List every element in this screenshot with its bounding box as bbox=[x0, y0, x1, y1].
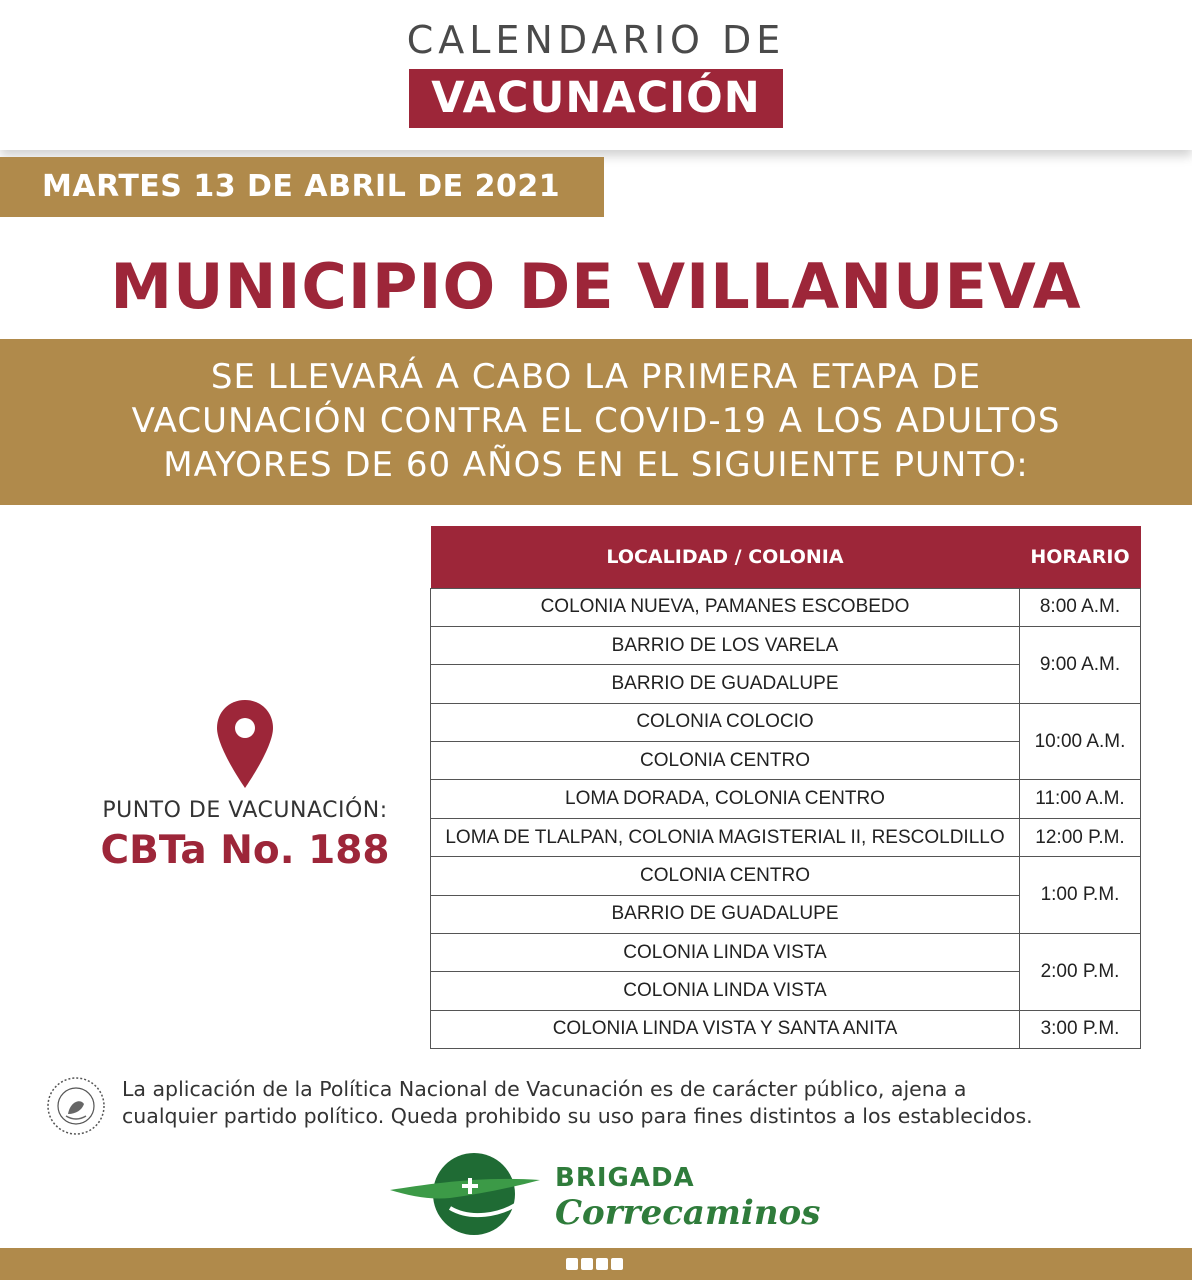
vaccination-title-box: VACUNACIÓN bbox=[409, 69, 783, 128]
roadrunner-emblem-icon bbox=[390, 1150, 550, 1236]
localidad-cell: BARRIO DE LOS VARELA bbox=[431, 626, 1020, 664]
horario-cell: 12:00 P.M. bbox=[1020, 818, 1141, 856]
disclaimer-line: cualquier partido político. Queda prohibido su uso para fines distintos a los establecidos. bbox=[122, 1104, 1033, 1128]
intro-line: MAYORES DE 60 AÑOS EN EL SIGUIENTE PUNTO: bbox=[163, 445, 1029, 485]
date-banner: MARTES 13 DE ABRIL DE 2021 bbox=[0, 157, 604, 217]
calendar-title: CALENDARIO DE bbox=[406, 18, 786, 62]
twitter-icon[interactable] bbox=[581, 1258, 593, 1270]
localidad-cell: COLONIA CENTRO bbox=[431, 857, 1020, 895]
logo-correcaminos-text: Correcaminos bbox=[555, 1193, 821, 1233]
youtube-icon[interactable] bbox=[611, 1258, 623, 1270]
horario-cell: 10:00 A.M. bbox=[1020, 703, 1141, 780]
localidad-cell: LOMA DORADA, COLONIA CENTRO bbox=[431, 780, 1020, 818]
horario-cell: 1:00 P.M. bbox=[1020, 857, 1141, 934]
facebook-icon[interactable] bbox=[566, 1258, 578, 1270]
table-header-row bbox=[431, 526, 1141, 588]
intro-line: SE LLEVARÁ A CABO LA PRIMERA ETAPA DE bbox=[210, 357, 982, 397]
horario-cell: 9:00 A.M. bbox=[1020, 626, 1141, 703]
social-icons bbox=[566, 1258, 623, 1270]
table-row bbox=[431, 818, 1141, 856]
localidad-cell: COLONIA LINDA VISTA Y SANTA ANITA bbox=[431, 1010, 1020, 1048]
disclaimer-text bbox=[122, 1076, 1162, 1130]
vaccination-point-name: CBTa No. 188 bbox=[100, 828, 390, 873]
column-header-horario: HORARIO bbox=[1020, 526, 1141, 588]
intro-banner bbox=[0, 339, 1192, 505]
table-row bbox=[431, 857, 1141, 895]
instagram-icon[interactable] bbox=[596, 1258, 608, 1270]
table-row bbox=[431, 1010, 1141, 1048]
logo-brigada-text: BRIGADA bbox=[555, 1163, 695, 1193]
column-header-localidad: LOCALIDAD / COLONIA bbox=[431, 526, 1020, 588]
horario-cell: 8:00 A.M. bbox=[1020, 588, 1141, 626]
horario-cell: 3:00 P.M. bbox=[1020, 1010, 1141, 1048]
vaccination-point-label: PUNTO DE VACUNACIÓN: bbox=[102, 798, 388, 823]
disclaimer-line: La aplicación de la Política Nacional de Vacunación es de carácter público, ajena a bbox=[122, 1077, 967, 1101]
horario-cell: 11:00 A.M. bbox=[1020, 780, 1141, 818]
municipio-heading: MUNICIPIO DE VILLANUEVA bbox=[110, 250, 1082, 323]
table-row bbox=[431, 780, 1141, 818]
localidad-cell: BARRIO DE GUADALUPE bbox=[431, 895, 1020, 933]
localidad-cell: BARRIO DE GUADALUPE bbox=[431, 665, 1020, 703]
localidad-cell: COLONIA LINDA VISTA bbox=[431, 934, 1020, 972]
horario-cell: 2:00 P.M. bbox=[1020, 934, 1141, 1011]
intro-line: VACUNACIÓN CONTRA EL COVID-19 A LOS ADULTOS bbox=[131, 401, 1061, 441]
localidad-cell: COLONIA CENTRO bbox=[431, 742, 1020, 780]
table-row bbox=[431, 703, 1141, 741]
table-row bbox=[431, 934, 1141, 972]
schedule-table bbox=[430, 526, 1141, 1049]
mexico-seal-icon bbox=[46, 1076, 106, 1136]
localidad-cell: COLONIA COLOCIO bbox=[431, 703, 1020, 741]
table-row bbox=[431, 626, 1141, 664]
localidad-cell: COLONIA NUEVA, PAMANES ESCOBEDO bbox=[431, 588, 1020, 626]
localidad-cell: LOMA DE TLALPAN, COLONIA MAGISTERIAL II, RESCOLDILLO bbox=[431, 818, 1020, 856]
table-row bbox=[431, 588, 1141, 626]
location-pin-icon bbox=[215, 698, 275, 790]
localidad-cell: COLONIA LINDA VISTA bbox=[431, 972, 1020, 1010]
